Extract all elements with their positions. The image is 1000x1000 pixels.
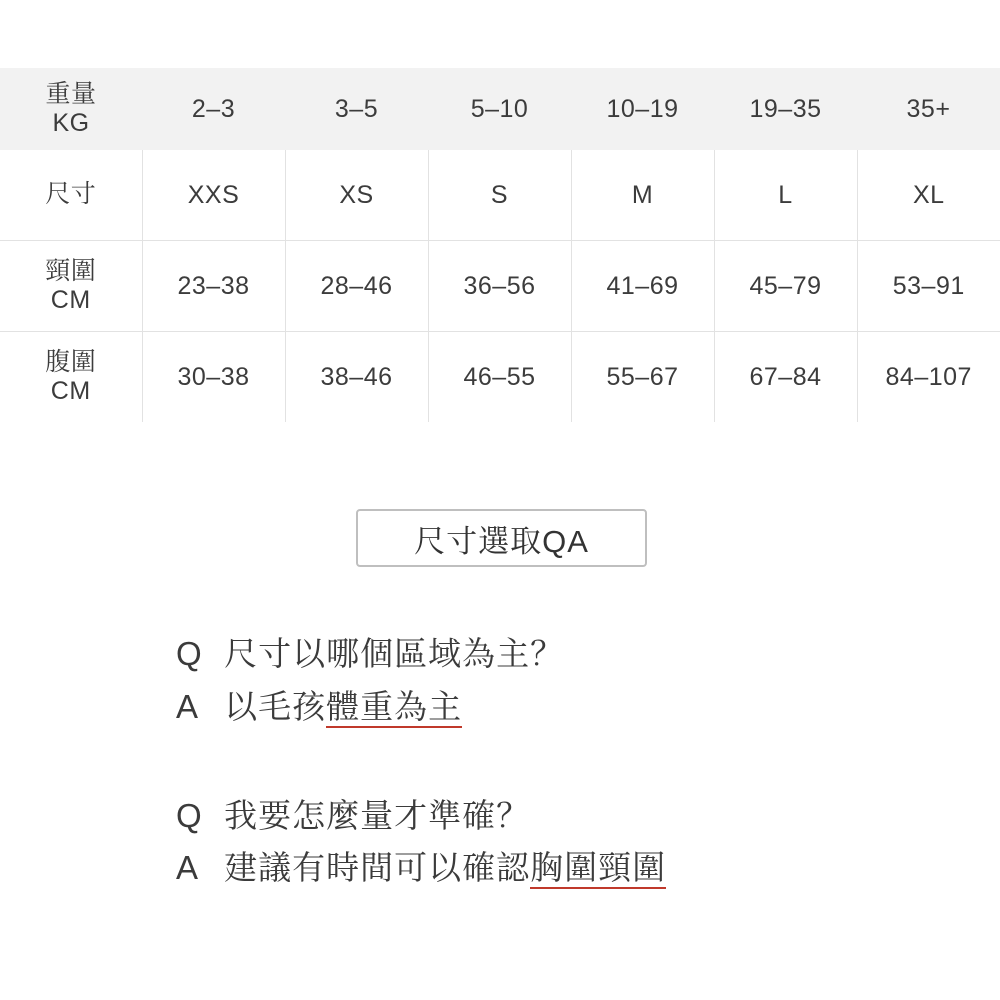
- cell-belly-s: 46–55: [428, 332, 571, 423]
- qa-answer-underlined-1: 體重為主: [326, 688, 462, 728]
- size-table: [0, 68, 1000, 422]
- row-label-belly-line2: CM: [50, 377, 91, 405]
- row-label-belly-line1: 腹圍: [45, 347, 97, 376]
- qa-heading-label: 尺寸選取QA: [414, 523, 589, 559]
- row-label-size-line1: 尺寸: [45, 180, 97, 209]
- qa-answer-tag-1: A: [176, 687, 200, 725]
- qa-question-2: [176, 790, 936, 843]
- table-row-size: [0, 150, 1000, 241]
- qa-group-1: [176, 628, 936, 734]
- row-label-belly: [0, 332, 142, 423]
- qa-answer-underlined-2: 胸圍頸圍: [530, 849, 666, 889]
- cell-belly-xl: 84–107: [885, 362, 972, 391]
- row-label-size: [0, 150, 142, 241]
- cell-size-xxs: XXS: [142, 150, 285, 241]
- cell-neck-s: 36–56: [428, 241, 571, 332]
- qa-answer-2: [176, 842, 936, 895]
- qa-answer-tag-2: A: [176, 849, 200, 887]
- row-label-weight-line1: 重量: [45, 79, 97, 108]
- qa-question-tag-1: Q: [176, 635, 203, 672]
- table-row-weight: [0, 68, 1000, 150]
- table-row-belly: [0, 332, 1000, 423]
- size-table-wrapper: [0, 68, 1000, 422]
- qa-answer-prefix-2: 建議有時間可以確認: [224, 849, 531, 887]
- cell-neck-l: 45–79: [714, 241, 857, 332]
- cell-size-xl: XL: [857, 150, 1000, 241]
- table-row-neck: [0, 241, 1000, 332]
- cell-neck-xs: 28–46: [285, 241, 428, 332]
- qa-answer-prefix-1: 以毛孩: [224, 687, 327, 725]
- cell-neck-xl: 53–91: [857, 241, 1000, 332]
- cell-size-xs: XS: [285, 150, 428, 241]
- cell-weight-xxs: 2–3: [142, 68, 285, 150]
- row-label-neck-line2: CM: [50, 286, 91, 314]
- row-label-neck: [0, 241, 142, 332]
- cell-neck-xxs: 23–38: [142, 241, 285, 332]
- qa-question-text-1: 尺寸以哪個區域為主？: [224, 635, 565, 672]
- cell-weight-l: 19–35: [714, 68, 857, 150]
- cell-weight-m: 10–19: [571, 68, 714, 150]
- qa-answer-1: [176, 681, 936, 734]
- qa-list: [176, 628, 936, 951]
- qa-heading-box: [356, 509, 647, 567]
- row-label-weight-line2: KG: [52, 109, 90, 137]
- cell-weight-xs: 3–5: [285, 68, 428, 150]
- cell-neck-m: 41–69: [571, 241, 714, 332]
- row-label-neck-line1: 頸圍: [45, 256, 97, 285]
- qa-question-text-2: 我要怎麼量才準確？: [224, 796, 531, 834]
- cell-size-l: L: [714, 150, 857, 241]
- cell-size-s: S: [428, 150, 571, 241]
- row-label-weight: [0, 68, 142, 150]
- cell-belly-l: 67–84: [714, 332, 857, 423]
- qa-group-2: [176, 790, 936, 896]
- qa-question-tag-2: Q: [176, 796, 203, 834]
- cell-belly-xxs: 30–38: [142, 332, 285, 423]
- qa-question-1: [176, 628, 936, 681]
- cell-size-m: M: [571, 150, 714, 241]
- cell-weight-xl: 35+: [857, 68, 1000, 150]
- cell-belly-m: 55–67: [571, 332, 714, 423]
- cell-weight-s: 5–10: [428, 68, 571, 150]
- cell-belly-xs: 38–46: [285, 332, 428, 423]
